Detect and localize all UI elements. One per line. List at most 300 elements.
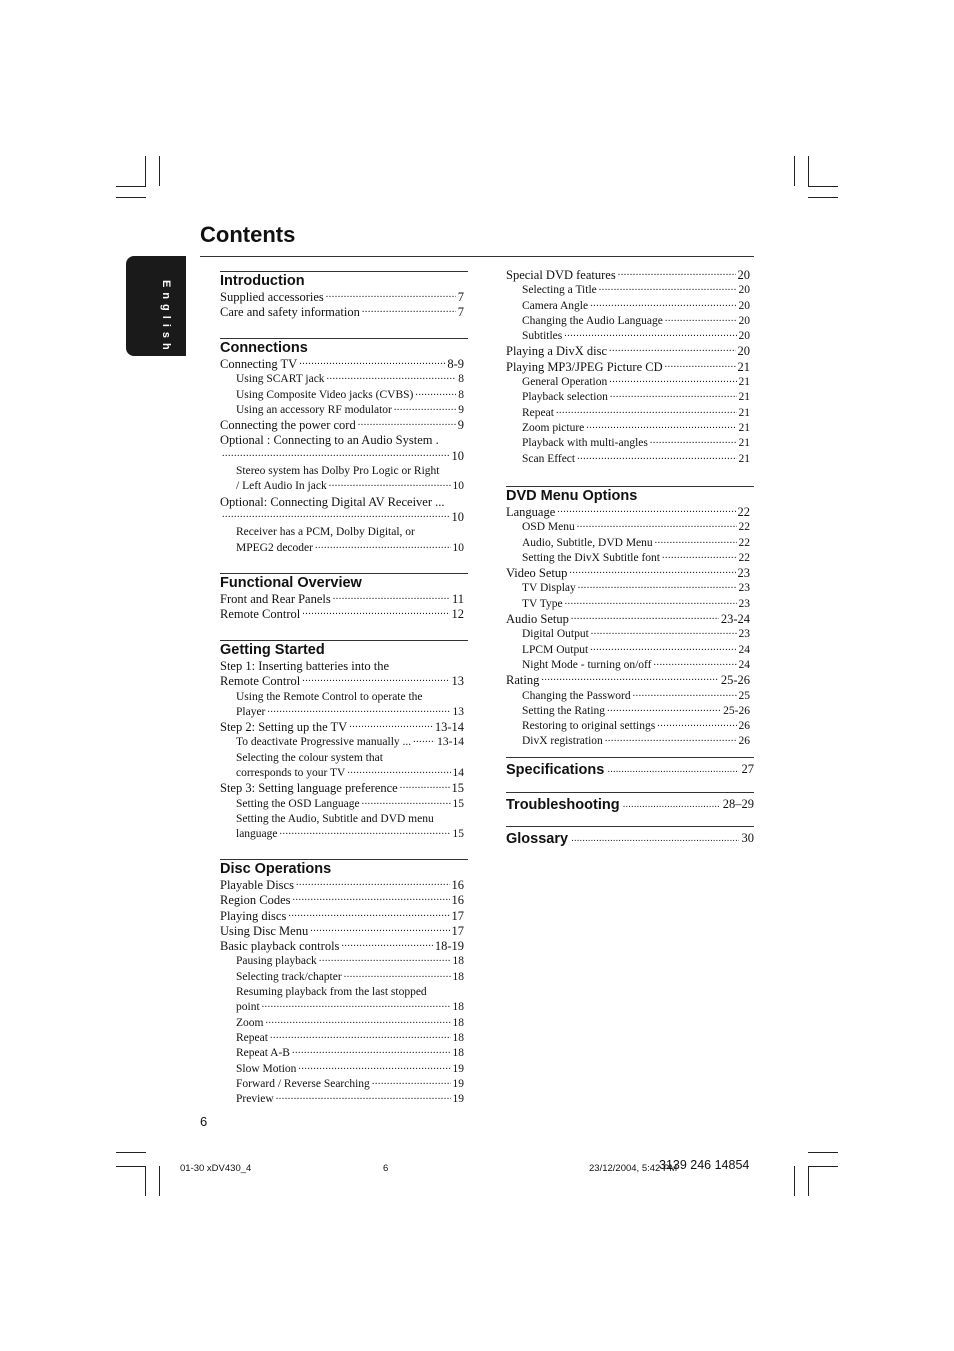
entry-page: 17 xyxy=(451,923,464,938)
entry-label: Scan Effect xyxy=(522,452,576,465)
section-heading: Disc Operations xyxy=(220,859,468,878)
entry-page: 21 xyxy=(737,359,750,374)
leader-dots xyxy=(633,689,737,704)
title-rule xyxy=(200,256,754,257)
entry-label: Supplied accessories xyxy=(220,290,324,304)
toc-subentry[interactable] xyxy=(220,403,464,418)
toc-subentry[interactable] xyxy=(220,970,464,985)
crop-mark xyxy=(145,156,146,186)
toc-entry[interactable] xyxy=(506,360,750,375)
entry-label: Preview xyxy=(236,1093,274,1106)
entry-page: 21 xyxy=(738,391,750,404)
toc-subentry[interactable] xyxy=(220,372,464,387)
toc-heading-entry[interactable] xyxy=(506,792,754,813)
entry-page: 10 xyxy=(452,480,464,493)
entry-label: Connecting TV xyxy=(220,357,298,371)
section-heading: Introduction xyxy=(220,271,468,290)
toc-entry[interactable] xyxy=(220,781,464,796)
toc-entry[interactable] xyxy=(220,607,464,622)
entry-label: Setting the Audio, Subtitle and DVD menu xyxy=(236,812,434,825)
entry-label: / Left Audio In jack xyxy=(236,480,327,493)
toc-subentry[interactable] xyxy=(506,452,750,467)
entry-page: 18-19 xyxy=(434,939,464,954)
toc-subentry[interactable] xyxy=(506,520,750,535)
entry-page: 18 xyxy=(452,970,464,983)
leader-dots xyxy=(618,268,736,283)
leader-dots xyxy=(571,612,719,627)
toc-entry[interactable] xyxy=(506,344,750,359)
entry-page: 27 xyxy=(741,762,754,776)
toc-subentry[interactable] xyxy=(506,390,750,405)
entry-label: Step 1: Inserting batteries into the xyxy=(220,659,390,673)
leader-dots xyxy=(413,735,435,750)
toc-subentry[interactable] xyxy=(506,581,750,596)
crop-mark xyxy=(808,1152,838,1153)
toc-entry[interactable] xyxy=(220,433,464,448)
entry-label: Night Mode - turning on/off xyxy=(522,658,652,671)
toc-subentry[interactable] xyxy=(220,388,464,403)
leader-dots xyxy=(610,390,737,405)
entry-page: 20 xyxy=(737,268,750,282)
entry-page: 18 xyxy=(452,1001,464,1014)
leader-dots xyxy=(319,954,451,969)
entry-page: 20 xyxy=(738,284,750,297)
toc-subentry[interactable] xyxy=(220,1077,464,1092)
toc-entry[interactable] xyxy=(220,449,464,464)
right-section-1 xyxy=(506,486,750,750)
leader-dots xyxy=(280,827,451,842)
entry-page: 16 xyxy=(451,893,464,908)
toc-subentry[interactable] xyxy=(220,525,464,540)
entry-label: LPCM Output xyxy=(522,643,589,656)
toc-entry[interactable] xyxy=(220,939,464,954)
entry-page: 19 xyxy=(452,1062,464,1075)
entry-page: 21 xyxy=(738,406,750,419)
entry-label: Zoom picture xyxy=(522,421,585,434)
crop-mark xyxy=(808,1166,838,1167)
leader-dots xyxy=(302,607,449,622)
entry-page: 17 xyxy=(451,908,464,923)
entry-label: MPEG2 decoder xyxy=(236,541,313,554)
left-section-1 xyxy=(220,338,464,556)
entry-label: Remote Control xyxy=(220,607,301,622)
entry-label: Stereo system has Dolby Pro Logic or Right xyxy=(236,465,440,478)
entry-label: Subtitles xyxy=(522,330,563,343)
entry-label: Region Codes xyxy=(220,893,291,908)
toc-subentry[interactable] xyxy=(506,704,750,719)
entry-label: Front and Rear Panels xyxy=(220,592,331,606)
entry-label: Changing the Password xyxy=(522,689,631,702)
entry-page: 30 xyxy=(741,831,754,845)
toc-entry[interactable] xyxy=(220,878,464,893)
toc-subentry[interactable] xyxy=(220,751,464,766)
footer-left: 01-30 xDV430_4 xyxy=(180,1163,252,1174)
entry-page: 20 xyxy=(738,299,750,312)
leader-dots xyxy=(556,406,737,421)
leader-dots xyxy=(276,1092,451,1107)
entry-page: 26 xyxy=(738,720,750,733)
entry-page: 13-14 xyxy=(437,736,464,749)
entry-label: Optional : Connecting to an Audio System . xyxy=(220,433,439,448)
toc-subentry[interactable] xyxy=(220,797,464,812)
entry-page: 9 xyxy=(458,403,464,416)
toc-entry[interactable] xyxy=(220,357,464,372)
entry-label: Resuming playback from the last stopped xyxy=(236,986,427,999)
toc-subentry[interactable] xyxy=(506,375,750,390)
entry-label: Slow Motion xyxy=(236,1062,297,1075)
toc-subentry[interactable] xyxy=(220,541,464,556)
leader-dots xyxy=(333,592,450,607)
entry-label: language xyxy=(236,828,278,841)
toc-subentry[interactable] xyxy=(220,705,464,720)
toc-subentry[interactable] xyxy=(506,658,750,673)
leader-dots xyxy=(347,766,450,781)
toc-subentry[interactable] xyxy=(220,464,464,479)
footer-code: 3139 246 14854 xyxy=(659,1158,750,1172)
entry-page: 23 xyxy=(738,628,750,641)
entry-label: Audio, Subtitle, DVD Menu xyxy=(522,536,653,549)
entry-label: Repeat A-B xyxy=(236,1047,290,1060)
entry-page: 12 xyxy=(451,607,464,622)
leader-dots xyxy=(315,541,451,556)
leader-dots xyxy=(607,704,721,719)
leader-dots xyxy=(270,1031,451,1046)
entry-page: 19 xyxy=(452,1093,464,1106)
entry-label: Troubleshooting xyxy=(506,797,620,813)
entry-page: 22 xyxy=(738,551,750,564)
leader-dots xyxy=(590,299,736,314)
leader-dots xyxy=(665,314,737,329)
entry-label: Basic playback controls xyxy=(220,939,340,954)
leader-dots xyxy=(541,673,718,688)
crop-mark xyxy=(116,1152,146,1153)
toc-heading-entry[interactable] xyxy=(506,826,754,847)
toc-entry[interactable] xyxy=(220,510,464,525)
entry-page: 15 xyxy=(452,828,464,841)
toc-entry[interactable] xyxy=(220,659,464,674)
entry-label: Language xyxy=(506,505,556,519)
crop-mark xyxy=(116,197,146,198)
crop-mark xyxy=(808,186,838,187)
leader-dots xyxy=(222,510,450,525)
entry-page: 16 xyxy=(451,878,464,892)
entry-label: Using an accessory RF modulator xyxy=(236,403,392,416)
leader-dots xyxy=(609,344,735,359)
entry-page: 10 xyxy=(451,448,464,463)
toc-subentry[interactable] xyxy=(506,436,750,451)
toc-subentry[interactable] xyxy=(220,985,464,1000)
crop-mark xyxy=(808,156,809,186)
entry-page: 18 xyxy=(452,955,464,968)
entry-page: 25 xyxy=(738,689,750,702)
entry-page: 11 xyxy=(451,592,464,606)
toc-subentry[interactable] xyxy=(220,766,464,781)
section-heading: Functional Overview xyxy=(220,573,468,592)
entry-label: Selecting a Title xyxy=(522,284,597,297)
entry-label: corresponds to your TV xyxy=(236,767,346,780)
left-section-2 xyxy=(220,573,464,623)
leader-dots xyxy=(262,1000,451,1015)
toc-subentry[interactable] xyxy=(220,1062,464,1077)
entry-label: Player xyxy=(236,705,266,718)
entry-page: 21 xyxy=(738,437,750,450)
toc-subentry[interactable] xyxy=(220,1046,464,1061)
entry-label: TV Display xyxy=(522,582,576,595)
toc-subentry[interactable] xyxy=(506,406,750,421)
leader-dots xyxy=(292,893,449,908)
toc-subentry[interactable] xyxy=(506,689,750,704)
entry-page: 7 xyxy=(457,305,464,320)
leader-dots xyxy=(605,734,737,749)
entry-page: 20 xyxy=(738,314,750,327)
toc-entry[interactable] xyxy=(220,418,464,433)
toc-subentry[interactable] xyxy=(220,1000,464,1015)
toc-subentry[interactable] xyxy=(506,299,750,314)
page-title: Contents xyxy=(200,222,296,247)
leader-dots xyxy=(607,762,738,778)
entry-label: Specifications xyxy=(506,762,605,778)
leader-dots xyxy=(394,403,456,418)
entry-label: Special DVD features xyxy=(506,268,616,282)
leader-dots xyxy=(599,283,737,298)
leader-dots xyxy=(650,436,737,451)
toc-entry[interactable] xyxy=(220,720,464,735)
entry-label: point xyxy=(236,1001,260,1014)
leader-dots xyxy=(415,388,456,403)
footer-center: 6 xyxy=(383,1163,389,1174)
toc-subentry[interactable] xyxy=(506,627,750,642)
leader-dots xyxy=(578,581,737,596)
entry-label: Playable Discs xyxy=(220,878,294,892)
leader-dots xyxy=(655,536,737,551)
page-number: 6 xyxy=(200,1114,208,1129)
leader-dots xyxy=(662,551,737,566)
entry-page: 20 xyxy=(737,344,750,359)
crop-mark xyxy=(116,186,146,187)
crop-mark xyxy=(808,197,838,198)
toc-subentry[interactable] xyxy=(220,954,464,969)
entry-label: Zoom xyxy=(236,1016,264,1029)
entry-label: Using Composite Video jacks (CVBS) xyxy=(236,388,414,401)
leader-dots xyxy=(299,357,445,372)
entry-label: Remote Control xyxy=(220,674,301,689)
entry-label: Playback selection xyxy=(522,391,608,404)
entry-label: Using Disc Menu xyxy=(220,923,309,938)
leader-dots xyxy=(310,924,449,939)
entry-label: Video Setup xyxy=(506,566,568,581)
leader-dots xyxy=(372,1077,451,1092)
leader-dots xyxy=(565,597,737,612)
toc-subentry[interactable] xyxy=(506,314,750,329)
entry-page: 24 xyxy=(738,643,750,656)
toc-subentry[interactable] xyxy=(506,597,750,612)
entry-label: Playing a DivX disc xyxy=(506,344,608,359)
left-section-0 xyxy=(220,271,464,321)
toc-subentry[interactable] xyxy=(506,283,750,298)
entry-label: Connecting the power cord xyxy=(220,418,356,433)
entry-label: Restoring to original settings xyxy=(522,720,656,733)
leader-dots xyxy=(265,1016,450,1031)
toc-entry[interactable] xyxy=(506,268,750,283)
leader-dots xyxy=(623,797,720,813)
section-heading: Connections xyxy=(220,338,468,357)
toc-entry[interactable] xyxy=(220,290,464,305)
leader-dots xyxy=(329,479,451,494)
entry-label: Step 2: Setting up the TV xyxy=(220,720,348,735)
entry-page: 18 xyxy=(452,1031,464,1044)
entry-page: 14 xyxy=(452,767,464,780)
toc-entry[interactable] xyxy=(220,909,464,924)
entry-page: 13 xyxy=(452,705,464,718)
toc-subentry[interactable] xyxy=(220,827,464,842)
entry-label: Digital Output xyxy=(522,628,589,641)
leader-dots xyxy=(653,658,736,673)
leader-dots xyxy=(609,375,736,390)
toc-subentry[interactable] xyxy=(220,812,464,827)
entry-page: 15 xyxy=(452,797,464,810)
entry-page: 23 xyxy=(738,582,750,595)
left-section-4 xyxy=(220,859,464,1107)
leader-dots xyxy=(349,720,433,735)
toc-entry[interactable] xyxy=(506,673,750,688)
leader-dots xyxy=(298,1062,450,1077)
toc-subentry[interactable] xyxy=(220,690,464,705)
entry-label: Audio Setup xyxy=(506,612,569,627)
entry-label: Forward / Reverse Searching xyxy=(236,1077,370,1090)
entry-label: Care and safety information xyxy=(220,305,360,320)
leader-dots xyxy=(362,305,456,320)
leader-dots xyxy=(557,505,735,520)
leader-dots xyxy=(326,290,456,305)
entry-label: Setting the DivX Subtitle font xyxy=(522,551,660,564)
crop-mark xyxy=(159,1166,160,1196)
entry-label: DivX registration xyxy=(522,735,603,748)
entry-label: General Operation xyxy=(522,376,608,389)
entry-label: Using the Remote Control to operate the xyxy=(236,690,423,703)
toc-subentry[interactable] xyxy=(506,421,750,436)
entry-label: Changing the Audio Language xyxy=(522,314,663,327)
entry-label: Optional: Connecting Digital AV Receiver ... xyxy=(220,494,445,509)
toc-subentry[interactable] xyxy=(220,1092,464,1107)
entry-page: 23 xyxy=(737,566,750,581)
toc-subentry[interactable] xyxy=(506,551,750,566)
entry-label: TV Type xyxy=(522,597,563,610)
entry-page: 19 xyxy=(452,1077,464,1090)
entry-label: Setting the Rating xyxy=(522,704,606,717)
toc-subentry[interactable] xyxy=(220,1031,464,1046)
entry-page: 23-24 xyxy=(720,612,750,627)
crop-mark xyxy=(794,156,795,186)
entry-label: Playing discs xyxy=(220,908,287,923)
entry-page: 18 xyxy=(452,1047,464,1060)
toc-entry[interactable] xyxy=(506,612,750,627)
toc-entry[interactable] xyxy=(220,495,464,510)
section-heading: DVD Menu Options xyxy=(506,486,754,505)
toc-subentry[interactable] xyxy=(506,536,750,551)
entry-page: 21 xyxy=(738,376,750,389)
entry-page: 10 xyxy=(452,541,464,554)
leader-dots xyxy=(267,705,450,720)
toc-entry[interactable] xyxy=(220,592,464,607)
crop-mark xyxy=(145,1166,146,1196)
leader-dots xyxy=(571,831,738,847)
toc-entry[interactable] xyxy=(506,566,750,581)
leader-dots xyxy=(665,360,736,375)
entry-page: 26 xyxy=(738,735,750,748)
entry-page: 8-9 xyxy=(447,357,464,371)
entry-label: Playing MP3/JPEG Picture CD xyxy=(506,359,663,374)
toc-subentry[interactable] xyxy=(506,643,750,658)
toc-subentry[interactable] xyxy=(506,719,750,734)
leader-dots xyxy=(362,797,451,812)
entry-label: Pausing playback xyxy=(236,955,317,968)
toc-entry[interactable] xyxy=(220,893,464,908)
entry-label: Using SCART jack xyxy=(236,373,325,386)
left-section-3 xyxy=(220,640,464,843)
leader-dots xyxy=(577,452,736,467)
leader-dots xyxy=(586,421,736,436)
crop-mark xyxy=(159,156,160,186)
leader-dots xyxy=(344,970,451,985)
toc-entry[interactable] xyxy=(220,924,464,939)
entry-page: 8 xyxy=(458,373,464,386)
leader-dots xyxy=(358,418,456,433)
toc-subentry[interactable] xyxy=(220,735,464,750)
toc-heading-entry[interactable] xyxy=(506,757,754,778)
toc-entry[interactable] xyxy=(220,674,464,689)
entry-label: Setting the OSD Language xyxy=(236,797,360,810)
entry-page: 7 xyxy=(457,290,464,304)
leader-dots xyxy=(288,909,449,924)
entry-page: 13-14 xyxy=(434,720,464,735)
toc-subentry[interactable] xyxy=(506,734,750,749)
leader-dots xyxy=(341,939,432,954)
entry-page: 9 xyxy=(457,418,464,433)
leader-dots xyxy=(569,566,735,581)
toc-subentry[interactable] xyxy=(220,1016,464,1031)
entry-page: 8 xyxy=(458,388,464,401)
leader-dots xyxy=(590,643,736,658)
toc-entry[interactable] xyxy=(220,305,464,320)
leader-dots xyxy=(577,520,737,535)
leader-dots xyxy=(564,329,736,344)
entry-label: Camera Angle xyxy=(522,299,589,312)
entry-label: Selecting track/chapter xyxy=(236,970,342,983)
entry-page: 18 xyxy=(452,1016,464,1029)
entry-label: To deactivate Progressive manually ... xyxy=(236,736,412,749)
leader-dots xyxy=(296,878,450,893)
toc-subentry[interactable] xyxy=(220,479,464,494)
entry-label: OSD Menu xyxy=(522,521,575,534)
leader-dots xyxy=(292,1046,451,1061)
crop-mark xyxy=(808,1166,809,1196)
toc-entry[interactable] xyxy=(506,505,750,520)
entry-page: 25-26 xyxy=(720,673,750,688)
entry-label: Repeat xyxy=(236,1031,268,1044)
toc-subentry[interactable] xyxy=(506,329,750,344)
entry-page: 13 xyxy=(451,674,464,689)
entry-page: 22 xyxy=(737,505,750,519)
leader-dots xyxy=(327,372,457,387)
entry-label: Selecting the colour system that xyxy=(236,751,383,764)
leader-dots xyxy=(400,781,450,796)
entry-page: 10 xyxy=(451,509,464,524)
leader-dots xyxy=(591,627,737,642)
entry-page: 21 xyxy=(738,452,750,465)
entry-page: 25-26 xyxy=(723,704,750,717)
section-heading: Getting Started xyxy=(220,640,468,659)
entry-page: 20 xyxy=(738,330,750,343)
